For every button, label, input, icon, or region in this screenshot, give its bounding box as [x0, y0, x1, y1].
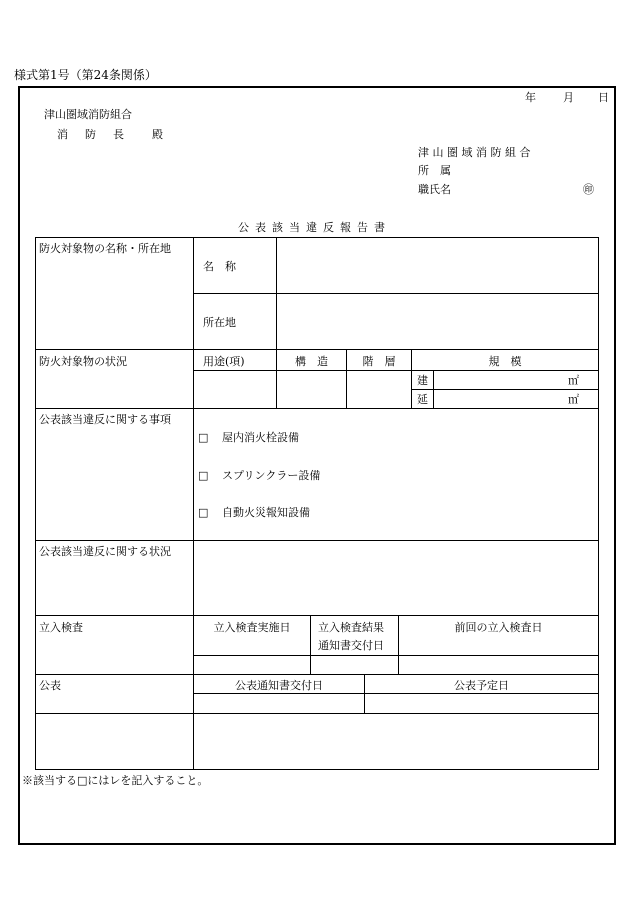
inspection-result-label-1: 立入検査結果 — [318, 621, 384, 634]
table-left-border — [35, 237, 36, 770]
object-address-label: 所在地 — [203, 316, 236, 329]
inspection-previous-label: 前回の立入検査日 — [454, 621, 543, 634]
publication-notice-label: 公表通知書交付日 — [235, 679, 323, 692]
publication-scheduled-label: 公表予定日 — [454, 679, 509, 692]
reporter-org: 津 山 圏 域 消 防 組 合 — [418, 146, 531, 159]
matter-label-3: 自動火災報知設備 — [222, 506, 310, 519]
status-use-label: 用途(項) — [203, 355, 245, 368]
situation-row-label: 公表該当違反に関する状況 — [39, 545, 171, 558]
status-col-divider-4 — [433, 370, 434, 409]
object-subrow-divider — [193, 293, 599, 294]
row-divider-publication — [35, 674, 599, 675]
status-scale-label: 規 模 — [488, 355, 522, 368]
footnote: ※該当する□にはレを記入すること。 — [22, 774, 209, 787]
object-name-label: 名 称 — [203, 260, 236, 273]
matter-label-1: 屋内消火栓設備 — [222, 431, 299, 444]
date-day: 日 — [598, 91, 609, 104]
date-month: 月 — [563, 91, 574, 104]
matter-label-2: スプリンクラー設備 — [222, 469, 321, 482]
form-id: 様式第1号（第24条関係） — [14, 68, 157, 82]
doc-title: 公表該当違反報告書 — [238, 221, 391, 234]
inspection-col-divider-1 — [310, 615, 311, 675]
status-building-unit: ㎡ — [568, 374, 579, 387]
status-header-divider — [193, 370, 599, 371]
form-frame — [18, 86, 616, 845]
publication-row-label: 公表 — [39, 679, 61, 692]
table-bottom-border — [35, 769, 599, 770]
status-total-label: 延 — [417, 393, 428, 406]
inspection-date-label: 立入検査実施日 — [213, 621, 291, 634]
addressee-honorific: 殿 — [152, 128, 163, 141]
inspection-result-label-2: 通知書交付日 — [318, 639, 384, 652]
status-row-label: 防火対象物の状況 — [39, 355, 127, 368]
matters-row-label: 公表該当違反に関する事項 — [39, 413, 171, 426]
row-divider-matters — [35, 408, 599, 409]
matter-checkbox-2[interactable]: □ — [198, 469, 209, 482]
object-subcol-divider — [276, 237, 277, 350]
reporter-name-label: 職氏名 — [418, 183, 451, 196]
matter-checkbox-3[interactable]: □ — [198, 506, 209, 519]
status-floors-label: 階 層 — [362, 355, 396, 368]
matter-checkbox-1[interactable]: □ — [198, 431, 209, 444]
inspection-subrow-divider — [193, 655, 599, 656]
inspection-row-label: 立入検査 — [39, 621, 83, 634]
date-year: 年 — [525, 91, 536, 104]
status-building-label: 建 — [417, 374, 428, 387]
status-total-unit: ㎡ — [568, 393, 579, 406]
table-top-border — [35, 237, 599, 238]
addressee-org: 津山圏域消防組合 — [44, 108, 132, 121]
row-divider-situation — [35, 540, 599, 541]
row-divider-blank — [35, 713, 599, 714]
status-scale-divider — [411, 389, 599, 390]
publication-subrow-divider — [193, 693, 599, 694]
row-divider-status — [35, 349, 599, 350]
object-row-label: 防火対象物の名称・所在地 — [39, 242, 171, 255]
addressee-title: 消 防 長 — [57, 128, 127, 141]
reporter-affiliation-label: 所 属 — [418, 164, 451, 177]
row-divider-inspection — [35, 615, 599, 616]
seal-mark: ㊞ — [583, 183, 594, 196]
table-right-border — [598, 237, 599, 770]
status-structure-label: 構 造 — [295, 355, 328, 368]
